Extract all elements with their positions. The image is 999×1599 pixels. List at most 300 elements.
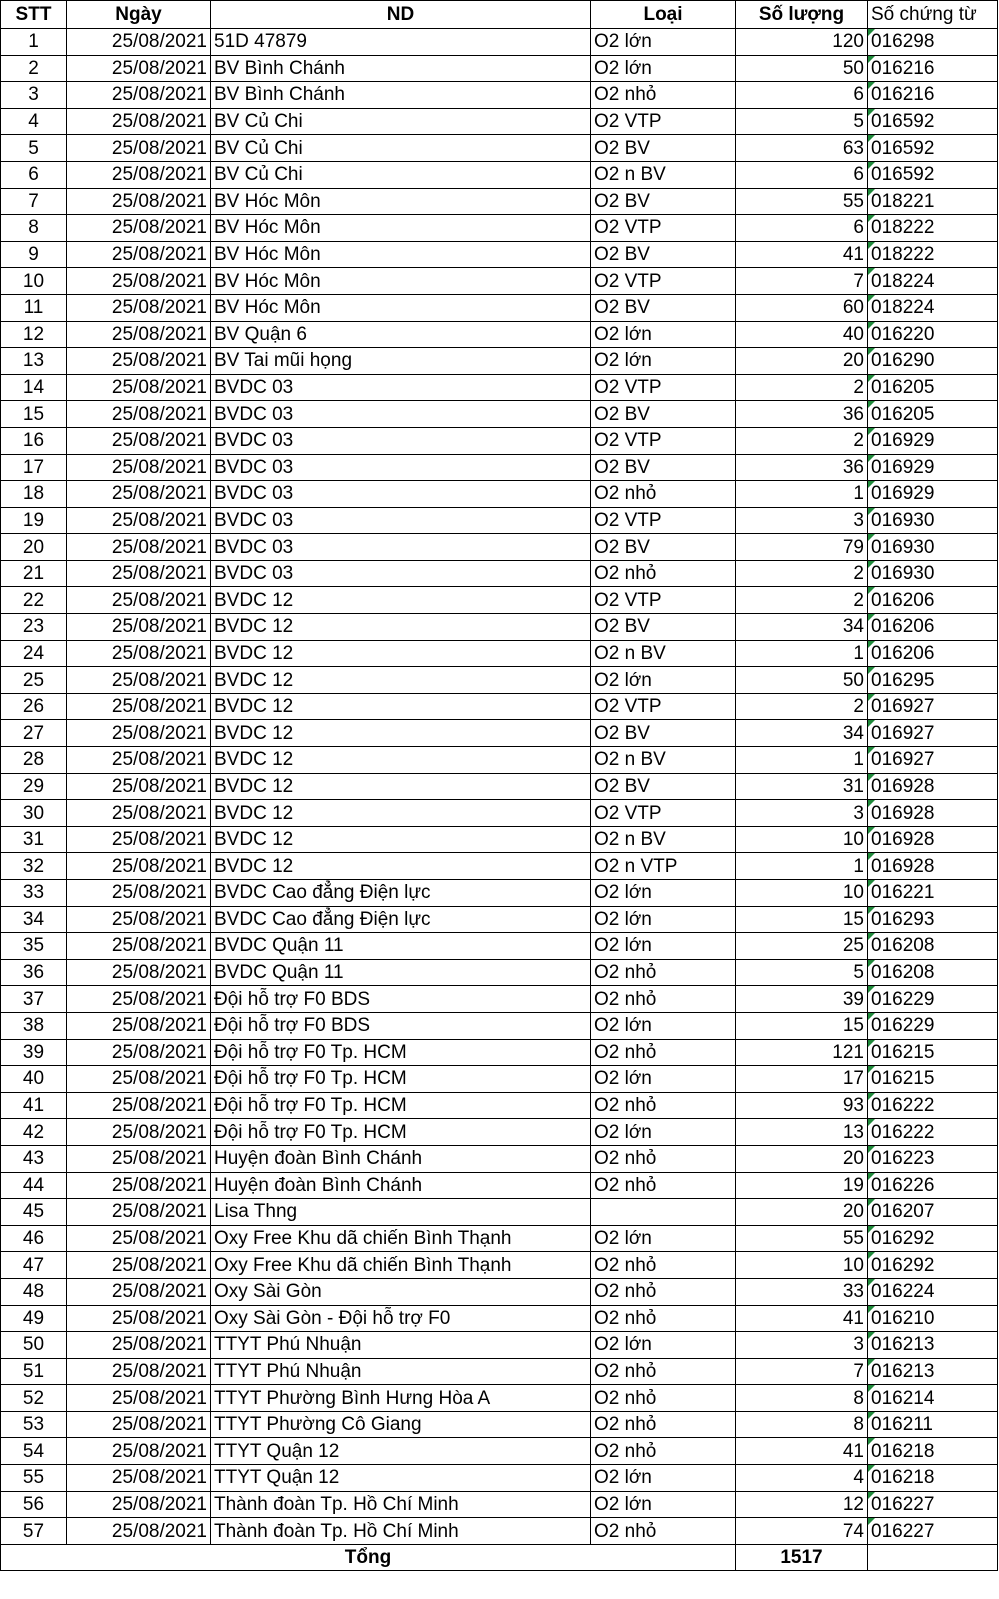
cell-nd[interactable]: BV Hóc Môn bbox=[211, 188, 591, 215]
cell-nd[interactable]: BVDC Cao đẳng Điện lực bbox=[211, 880, 591, 907]
cell-type[interactable]: O2 nhỏ bbox=[591, 1172, 736, 1199]
cell-quantity[interactable]: 20 bbox=[736, 1145, 868, 1172]
cell-date[interactable]: 25/08/2021 bbox=[67, 108, 211, 135]
cell-stt[interactable]: 4 bbox=[1, 108, 67, 135]
cell-nd[interactable]: TTYT Phú Nhuận bbox=[211, 1358, 591, 1385]
cell-doc-number[interactable]: 016928 bbox=[868, 826, 998, 853]
cell-nd[interactable]: TTYT Phường Cô Giang bbox=[211, 1411, 591, 1438]
cell-stt[interactable]: 10 bbox=[1, 268, 67, 295]
cell-nd[interactable]: Lisa Thng bbox=[211, 1199, 591, 1226]
cell-doc-number[interactable]: 016214 bbox=[868, 1385, 998, 1412]
cell-stt[interactable]: 49 bbox=[1, 1305, 67, 1332]
cell-quantity[interactable]: 31 bbox=[736, 773, 868, 800]
cell-nd[interactable]: BVDC 03 bbox=[211, 507, 591, 534]
cell-quantity[interactable]: 40 bbox=[736, 321, 868, 348]
cell-quantity[interactable]: 2 bbox=[736, 560, 868, 587]
cell-nd[interactable]: BV Bình Chánh bbox=[211, 55, 591, 82]
cell-stt[interactable]: 24 bbox=[1, 640, 67, 667]
cell-stt[interactable]: 17 bbox=[1, 454, 67, 481]
cell-doc-number[interactable]: 016207 bbox=[868, 1199, 998, 1226]
cell-quantity[interactable]: 3 bbox=[736, 1332, 868, 1359]
cell-date[interactable]: 25/08/2021 bbox=[67, 587, 211, 614]
header-doc[interactable]: Số chứng từ bbox=[868, 1, 998, 29]
cell-doc-number[interactable]: 016295 bbox=[868, 667, 998, 694]
cell-doc-number[interactable]: 016929 bbox=[868, 427, 998, 454]
cell-doc-number[interactable]: 016216 bbox=[868, 55, 998, 82]
cell-quantity[interactable]: 50 bbox=[736, 55, 868, 82]
cell-date[interactable]: 25/08/2021 bbox=[67, 1411, 211, 1438]
cell-doc-number[interactable]: 018224 bbox=[868, 268, 998, 295]
cell-date[interactable]: 25/08/2021 bbox=[67, 534, 211, 561]
cell-date[interactable]: 25/08/2021 bbox=[67, 614, 211, 641]
cell-stt[interactable]: 55 bbox=[1, 1465, 67, 1492]
cell-quantity[interactable]: 8 bbox=[736, 1385, 868, 1412]
cell-date[interactable]: 25/08/2021 bbox=[67, 1092, 211, 1119]
cell-date[interactable]: 25/08/2021 bbox=[67, 427, 211, 454]
cell-date[interactable]: 25/08/2021 bbox=[67, 241, 211, 268]
cell-doc-number[interactable]: 016210 bbox=[868, 1305, 998, 1332]
cell-doc-number[interactable]: 016592 bbox=[868, 108, 998, 135]
cell-type[interactable]: O2 n BV bbox=[591, 640, 736, 667]
header-stt[interactable]: STT bbox=[1, 1, 67, 29]
cell-doc-number[interactable]: 016218 bbox=[868, 1465, 998, 1492]
cell-nd[interactable]: BV Bình Chánh bbox=[211, 82, 591, 109]
cell-date[interactable]: 25/08/2021 bbox=[67, 933, 211, 960]
cell-type[interactable]: O2 BV bbox=[591, 720, 736, 747]
cell-type[interactable]: O2 nhỏ bbox=[591, 1518, 736, 1545]
cell-nd[interactable]: Oxy Free Khu dã chiến Bình Thạnh bbox=[211, 1252, 591, 1279]
cell-stt[interactable]: 20 bbox=[1, 534, 67, 561]
cell-quantity[interactable]: 55 bbox=[736, 188, 868, 215]
cell-type[interactable]: O2 lớn bbox=[591, 55, 736, 82]
cell-stt[interactable]: 36 bbox=[1, 959, 67, 986]
cell-doc-number[interactable]: 016927 bbox=[868, 747, 998, 774]
cell-nd[interactable]: BVDC 12 bbox=[211, 640, 591, 667]
cell-type[interactable]: O2 BV bbox=[591, 534, 736, 561]
cell-doc-number[interactable]: 018222 bbox=[868, 215, 998, 242]
cell-stt[interactable]: 15 bbox=[1, 401, 67, 428]
cell-nd[interactable]: BVDC 12 bbox=[211, 614, 591, 641]
cell-nd[interactable]: BVDC 12 bbox=[211, 773, 591, 800]
cell-stt[interactable]: 37 bbox=[1, 986, 67, 1013]
cell-stt[interactable]: 42 bbox=[1, 1119, 67, 1146]
cell-date[interactable]: 25/08/2021 bbox=[67, 1385, 211, 1412]
cell-doc-number[interactable]: 016223 bbox=[868, 1145, 998, 1172]
cell-type[interactable]: O2 nhỏ bbox=[591, 1252, 736, 1279]
cell-type[interactable]: O2 lớn bbox=[591, 1119, 736, 1146]
cell-quantity[interactable]: 7 bbox=[736, 1358, 868, 1385]
cell-nd[interactable]: Đội hỗ trợ F0 BDS bbox=[211, 986, 591, 1013]
cell-date[interactable]: 25/08/2021 bbox=[67, 1252, 211, 1279]
cell-date[interactable]: 25/08/2021 bbox=[67, 959, 211, 986]
cell-quantity[interactable]: 63 bbox=[736, 135, 868, 162]
cell-doc-number[interactable]: 016208 bbox=[868, 959, 998, 986]
cell-stt[interactable]: 54 bbox=[1, 1438, 67, 1465]
cell-date[interactable]: 25/08/2021 bbox=[67, 880, 211, 907]
cell-nd[interactable]: Thành đoàn Tp. Hồ Chí Minh bbox=[211, 1518, 591, 1545]
cell-quantity[interactable]: 36 bbox=[736, 401, 868, 428]
cell-type[interactable]: O2 BV bbox=[591, 188, 736, 215]
cell-nd[interactable]: BVDC 03 bbox=[211, 454, 591, 481]
cell-stt[interactable]: 48 bbox=[1, 1278, 67, 1305]
cell-type[interactable]: O2 VTP bbox=[591, 268, 736, 295]
cell-nd[interactable]: Oxy Sài Gòn - Đội hỗ trợ F0 bbox=[211, 1305, 591, 1332]
cell-doc-number[interactable]: 016928 bbox=[868, 773, 998, 800]
cell-doc-number[interactable]: 016205 bbox=[868, 374, 998, 401]
cell-type[interactable]: O2 BV bbox=[591, 773, 736, 800]
cell-nd[interactable]: Đội hỗ trợ F0 Tp. HCM bbox=[211, 1119, 591, 1146]
cell-doc-number[interactable]: 016928 bbox=[868, 853, 998, 880]
cell-stt[interactable]: 45 bbox=[1, 1199, 67, 1226]
cell-date[interactable]: 25/08/2021 bbox=[67, 826, 211, 853]
cell-date[interactable]: 25/08/2021 bbox=[67, 853, 211, 880]
cell-type[interactable]: O2 BV bbox=[591, 614, 736, 641]
cell-quantity[interactable]: 60 bbox=[736, 294, 868, 321]
cell-date[interactable]: 25/08/2021 bbox=[67, 1039, 211, 1066]
cell-stt[interactable]: 18 bbox=[1, 481, 67, 508]
cell-quantity[interactable]: 50 bbox=[736, 667, 868, 694]
cell-stt[interactable]: 12 bbox=[1, 321, 67, 348]
cell-nd[interactable]: BVDC 03 bbox=[211, 401, 591, 428]
cell-type[interactable]: O2 lớn bbox=[591, 1012, 736, 1039]
cell-date[interactable]: 25/08/2021 bbox=[67, 693, 211, 720]
cell-stt[interactable]: 1 bbox=[1, 29, 67, 56]
cell-doc-number[interactable]: 018222 bbox=[868, 241, 998, 268]
cell-doc-number[interactable]: 016292 bbox=[868, 1225, 998, 1252]
cell-quantity[interactable]: 19 bbox=[736, 1172, 868, 1199]
cell-doc-number[interactable]: 016927 bbox=[868, 720, 998, 747]
cell-quantity[interactable]: 120 bbox=[736, 29, 868, 56]
header-type[interactable]: Loại bbox=[591, 1, 736, 29]
cell-quantity[interactable]: 2 bbox=[736, 693, 868, 720]
cell-type[interactable]: O2 lớn bbox=[591, 29, 736, 56]
cell-date[interactable]: 25/08/2021 bbox=[67, 29, 211, 56]
cell-date[interactable]: 25/08/2021 bbox=[67, 1225, 211, 1252]
cell-quantity[interactable]: 1 bbox=[736, 640, 868, 667]
cell-type[interactable]: O2 VTP bbox=[591, 215, 736, 242]
cell-date[interactable]: 25/08/2021 bbox=[67, 906, 211, 933]
cell-date[interactable]: 25/08/2021 bbox=[67, 1465, 211, 1492]
cell-quantity[interactable]: 93 bbox=[736, 1092, 868, 1119]
cell-doc-number[interactable]: 016222 bbox=[868, 1092, 998, 1119]
cell-quantity[interactable]: 41 bbox=[736, 241, 868, 268]
cell-date[interactable]: 25/08/2021 bbox=[67, 215, 211, 242]
cell-nd[interactable]: BV Quận 6 bbox=[211, 321, 591, 348]
cell-nd[interactable]: TTYT Phường Bình Hưng Hòa A bbox=[211, 1385, 591, 1412]
cell-type[interactable]: O2 BV bbox=[591, 294, 736, 321]
cell-doc-number[interactable]: 016229 bbox=[868, 986, 998, 1013]
cell-stt[interactable]: 33 bbox=[1, 880, 67, 907]
cell-quantity[interactable]: 10 bbox=[736, 1252, 868, 1279]
cell-nd[interactable]: 51D 47879 bbox=[211, 29, 591, 56]
cell-date[interactable]: 25/08/2021 bbox=[67, 82, 211, 109]
cell-nd[interactable]: BVDC 12 bbox=[211, 853, 591, 880]
cell-stt[interactable]: 11 bbox=[1, 294, 67, 321]
cell-doc-number[interactable]: 016213 bbox=[868, 1332, 998, 1359]
cell-nd[interactable]: BV Củ Chi bbox=[211, 135, 591, 162]
cell-quantity[interactable]: 6 bbox=[736, 215, 868, 242]
cell-quantity[interactable]: 1 bbox=[736, 747, 868, 774]
cell-type[interactable]: O2 nhỏ bbox=[591, 1092, 736, 1119]
cell-date[interactable]: 25/08/2021 bbox=[67, 268, 211, 295]
cell-quantity[interactable]: 41 bbox=[736, 1438, 868, 1465]
cell-stt[interactable]: 43 bbox=[1, 1145, 67, 1172]
header-qty[interactable]: Số lượng bbox=[736, 1, 868, 29]
cell-doc-number[interactable]: 016592 bbox=[868, 161, 998, 188]
cell-type[interactable]: O2 lớn bbox=[591, 321, 736, 348]
cell-date[interactable]: 25/08/2021 bbox=[67, 773, 211, 800]
cell-type[interactable]: O2 BV bbox=[591, 241, 736, 268]
cell-type[interactable] bbox=[591, 1199, 736, 1226]
cell-quantity[interactable]: 3 bbox=[736, 507, 868, 534]
cell-nd[interactable]: BVDC 03 bbox=[211, 560, 591, 587]
cell-type[interactable]: O2 lớn bbox=[591, 1066, 736, 1093]
cell-type[interactable]: O2 BV bbox=[591, 401, 736, 428]
cell-date[interactable]: 25/08/2021 bbox=[67, 1145, 211, 1172]
cell-doc-number[interactable]: 016220 bbox=[868, 321, 998, 348]
cell-type[interactable]: O2 VTP bbox=[591, 587, 736, 614]
cell-stt[interactable]: 27 bbox=[1, 720, 67, 747]
cell-type[interactable]: O2 nhỏ bbox=[591, 1278, 736, 1305]
cell-doc-number[interactable]: 016292 bbox=[868, 1252, 998, 1279]
cell-stt[interactable]: 52 bbox=[1, 1385, 67, 1412]
cell-stt[interactable]: 34 bbox=[1, 906, 67, 933]
cell-quantity[interactable]: 4 bbox=[736, 1465, 868, 1492]
cell-nd[interactable]: BV Hóc Môn bbox=[211, 294, 591, 321]
cell-date[interactable]: 25/08/2021 bbox=[67, 1066, 211, 1093]
cell-date[interactable]: 25/08/2021 bbox=[67, 401, 211, 428]
cell-doc-number[interactable]: 016930 bbox=[868, 507, 998, 534]
cell-quantity[interactable]: 10 bbox=[736, 880, 868, 907]
cell-doc-number[interactable]: 016227 bbox=[868, 1491, 998, 1518]
cell-stt[interactable]: 16 bbox=[1, 427, 67, 454]
cell-doc-number[interactable]: 018221 bbox=[868, 188, 998, 215]
cell-doc-number[interactable]: 016215 bbox=[868, 1039, 998, 1066]
cell-date[interactable]: 25/08/2021 bbox=[67, 640, 211, 667]
cell-nd[interactable]: Đội hỗ trợ F0 BDS bbox=[211, 1012, 591, 1039]
cell-stt[interactable]: 5 bbox=[1, 135, 67, 162]
cell-type[interactable]: O2 nhỏ bbox=[591, 1039, 736, 1066]
cell-quantity[interactable]: 79 bbox=[736, 534, 868, 561]
cell-type[interactable]: O2 lớn bbox=[591, 1491, 736, 1518]
cell-quantity[interactable]: 1 bbox=[736, 481, 868, 508]
cell-nd[interactable]: BV Hóc Môn bbox=[211, 241, 591, 268]
cell-nd[interactable]: BV Tai mũi họng bbox=[211, 348, 591, 375]
cell-stt[interactable]: 57 bbox=[1, 1518, 67, 1545]
cell-nd[interactable]: Huyện đoàn Bình Chánh bbox=[211, 1145, 591, 1172]
cell-type[interactable]: O2 lớn bbox=[591, 1332, 736, 1359]
cell-nd[interactable]: BVDC 03 bbox=[211, 481, 591, 508]
cell-type[interactable]: O2 n BV bbox=[591, 826, 736, 853]
cell-quantity[interactable]: 3 bbox=[736, 800, 868, 827]
cell-type[interactable]: O2 lớn bbox=[591, 348, 736, 375]
cell-type[interactable]: O2 nhỏ bbox=[591, 1358, 736, 1385]
cell-nd[interactable]: BV Củ Chi bbox=[211, 108, 591, 135]
cell-nd[interactable]: BVDC 12 bbox=[211, 720, 591, 747]
cell-stt[interactable]: 26 bbox=[1, 693, 67, 720]
cell-quantity[interactable]: 12 bbox=[736, 1491, 868, 1518]
cell-date[interactable]: 25/08/2021 bbox=[67, 986, 211, 1013]
cell-type[interactable]: O2 nhỏ bbox=[591, 1385, 736, 1412]
cell-date[interactable]: 25/08/2021 bbox=[67, 374, 211, 401]
cell-type[interactable]: O2 nhỏ bbox=[591, 82, 736, 109]
cell-quantity[interactable]: 6 bbox=[736, 161, 868, 188]
cell-stt[interactable]: 19 bbox=[1, 507, 67, 534]
cell-quantity[interactable]: 2 bbox=[736, 587, 868, 614]
total-quantity[interactable]: 1517 bbox=[736, 1544, 868, 1571]
cell-date[interactable]: 25/08/2021 bbox=[67, 560, 211, 587]
cell-date[interactable]: 25/08/2021 bbox=[67, 1278, 211, 1305]
cell-doc-number[interactable]: 016221 bbox=[868, 880, 998, 907]
cell-date[interactable]: 25/08/2021 bbox=[67, 1438, 211, 1465]
cell-doc-number[interactable]: 016290 bbox=[868, 348, 998, 375]
cell-doc-number[interactable]: 016592 bbox=[868, 135, 998, 162]
cell-type[interactable]: O2 nhỏ bbox=[591, 560, 736, 587]
cell-quantity[interactable]: 39 bbox=[736, 986, 868, 1013]
cell-stt[interactable]: 56 bbox=[1, 1491, 67, 1518]
cell-type[interactable]: O2 n BV bbox=[591, 161, 736, 188]
cell-quantity[interactable]: 5 bbox=[736, 108, 868, 135]
cell-doc-number[interactable]: 016929 bbox=[868, 481, 998, 508]
cell-stt[interactable]: 38 bbox=[1, 1012, 67, 1039]
total-label[interactable]: Tổng bbox=[1, 1544, 736, 1571]
cell-type[interactable]: O2 BV bbox=[591, 135, 736, 162]
cell-nd[interactable]: BVDC 03 bbox=[211, 534, 591, 561]
cell-stt[interactable]: 39 bbox=[1, 1039, 67, 1066]
cell-nd[interactable]: Oxy Free Khu dã chiến Bình Thạnh bbox=[211, 1225, 591, 1252]
cell-nd[interactable]: BVDC 12 bbox=[211, 587, 591, 614]
cell-doc-number[interactable]: 018224 bbox=[868, 294, 998, 321]
cell-type[interactable]: O2 nhỏ bbox=[591, 1411, 736, 1438]
cell-nd[interactable]: BV Củ Chi bbox=[211, 161, 591, 188]
cell-date[interactable]: 25/08/2021 bbox=[67, 135, 211, 162]
cell-quantity[interactable]: 25 bbox=[736, 933, 868, 960]
cell-stt[interactable]: 30 bbox=[1, 800, 67, 827]
cell-date[interactable]: 25/08/2021 bbox=[67, 720, 211, 747]
cell-stt[interactable]: 31 bbox=[1, 826, 67, 853]
cell-quantity[interactable]: 20 bbox=[736, 348, 868, 375]
cell-nd[interactable]: Đội hỗ trợ F0 Tp. HCM bbox=[211, 1039, 591, 1066]
cell-doc-number[interactable]: 016205 bbox=[868, 401, 998, 428]
cell-doc-number[interactable]: 016227 bbox=[868, 1518, 998, 1545]
cell-date[interactable]: 25/08/2021 bbox=[67, 1199, 211, 1226]
cell-nd[interactable]: TTYT Quận 12 bbox=[211, 1465, 591, 1492]
cell-stt[interactable]: 25 bbox=[1, 667, 67, 694]
cell-type[interactable]: O2 VTP bbox=[591, 800, 736, 827]
cell-doc-number[interactable]: 016211 bbox=[868, 1411, 998, 1438]
cell-nd[interactable]: BVDC 03 bbox=[211, 374, 591, 401]
cell-nd[interactable]: BVDC Quận 11 bbox=[211, 959, 591, 986]
cell-stt[interactable]: 51 bbox=[1, 1358, 67, 1385]
cell-doc-number[interactable]: 016298 bbox=[868, 29, 998, 56]
cell-nd[interactable]: BV Hóc Môn bbox=[211, 268, 591, 295]
cell-nd[interactable]: TTYT Phú Nhuận bbox=[211, 1332, 591, 1359]
cell-quantity[interactable]: 2 bbox=[736, 427, 868, 454]
cell-type[interactable]: O2 VTP bbox=[591, 693, 736, 720]
cell-stt[interactable]: 8 bbox=[1, 215, 67, 242]
cell-quantity[interactable]: 34 bbox=[736, 720, 868, 747]
cell-date[interactable]: 25/08/2021 bbox=[67, 1518, 211, 1545]
cell-stt[interactable]: 13 bbox=[1, 348, 67, 375]
cell-quantity[interactable]: 10 bbox=[736, 826, 868, 853]
cell-stt[interactable]: 6 bbox=[1, 161, 67, 188]
cell-nd[interactable]: BVDC 12 bbox=[211, 693, 591, 720]
cell-type[interactable]: O2 lớn bbox=[591, 880, 736, 907]
cell-doc-number[interactable]: 016208 bbox=[868, 933, 998, 960]
cell-stt[interactable]: 7 bbox=[1, 188, 67, 215]
cell-date[interactable]: 25/08/2021 bbox=[67, 1012, 211, 1039]
cell-type[interactable]: O2 BV bbox=[591, 454, 736, 481]
cell-date[interactable]: 25/08/2021 bbox=[67, 55, 211, 82]
cell-type[interactable]: O2 nhỏ bbox=[591, 1305, 736, 1332]
cell-stt[interactable]: 32 bbox=[1, 853, 67, 880]
header-nd[interactable]: ND bbox=[211, 1, 591, 29]
cell-stt[interactable]: 35 bbox=[1, 933, 67, 960]
cell-nd[interactable]: Đội hỗ trợ F0 Tp. HCM bbox=[211, 1092, 591, 1119]
cell-type[interactable]: O2 lớn bbox=[591, 667, 736, 694]
cell-doc-number[interactable]: 016222 bbox=[868, 1119, 998, 1146]
cell-date[interactable]: 25/08/2021 bbox=[67, 321, 211, 348]
cell-nd[interactable]: BVDC 03 bbox=[211, 427, 591, 454]
cell-nd[interactable]: BVDC 12 bbox=[211, 826, 591, 853]
cell-quantity[interactable]: 5 bbox=[736, 959, 868, 986]
cell-doc-number[interactable]: 016213 bbox=[868, 1358, 998, 1385]
cell-doc-number[interactable]: 016930 bbox=[868, 534, 998, 561]
cell-stt[interactable]: 9 bbox=[1, 241, 67, 268]
cell-quantity[interactable]: 74 bbox=[736, 1518, 868, 1545]
cell-doc-number[interactable]: 016929 bbox=[868, 454, 998, 481]
cell-type[interactable]: O2 n VTP bbox=[591, 853, 736, 880]
cell-date[interactable]: 25/08/2021 bbox=[67, 507, 211, 534]
cell-nd[interactable]: Thành đoàn Tp. Hồ Chí Minh bbox=[211, 1491, 591, 1518]
cell-stt[interactable]: 23 bbox=[1, 614, 67, 641]
header-date[interactable]: Ngày bbox=[67, 1, 211, 29]
cell-quantity[interactable]: 15 bbox=[736, 906, 868, 933]
cell-quantity[interactable]: 41 bbox=[736, 1305, 868, 1332]
cell-date[interactable]: 25/08/2021 bbox=[67, 454, 211, 481]
cell-type[interactable]: O2 VTP bbox=[591, 427, 736, 454]
cell-type[interactable]: O2 lớn bbox=[591, 933, 736, 960]
cell-doc-number[interactable]: 016293 bbox=[868, 906, 998, 933]
cell-type[interactable]: O2 nhỏ bbox=[591, 959, 736, 986]
cell-date[interactable]: 25/08/2021 bbox=[67, 294, 211, 321]
cell-nd[interactable]: Huyện đoàn Bình Chánh bbox=[211, 1172, 591, 1199]
cell-stt[interactable]: 22 bbox=[1, 587, 67, 614]
cell-stt[interactable]: 28 bbox=[1, 747, 67, 774]
cell-doc-number[interactable]: 016928 bbox=[868, 800, 998, 827]
cell-nd[interactable]: BVDC 12 bbox=[211, 667, 591, 694]
cell-type[interactable]: O2 nhỏ bbox=[591, 1438, 736, 1465]
cell-nd[interactable]: BVDC 12 bbox=[211, 747, 591, 774]
cell-type[interactable]: O2 nhỏ bbox=[591, 986, 736, 1013]
cell-date[interactable]: 25/08/2021 bbox=[67, 1332, 211, 1359]
cell-stt[interactable]: 40 bbox=[1, 1066, 67, 1093]
cell-stt[interactable]: 46 bbox=[1, 1225, 67, 1252]
cell-type[interactable]: O2 VTP bbox=[591, 108, 736, 135]
cell-doc-number[interactable]: 016226 bbox=[868, 1172, 998, 1199]
cell-quantity[interactable]: 1 bbox=[736, 853, 868, 880]
cell-nd[interactable]: Oxy Sài Gòn bbox=[211, 1278, 591, 1305]
cell-date[interactable]: 25/08/2021 bbox=[67, 667, 211, 694]
cell-date[interactable]: 25/08/2021 bbox=[67, 161, 211, 188]
cell-stt[interactable]: 53 bbox=[1, 1411, 67, 1438]
cell-doc-number[interactable]: 016218 bbox=[868, 1438, 998, 1465]
cell-nd[interactable]: Đội hỗ trợ F0 Tp. HCM bbox=[211, 1066, 591, 1093]
cell-stt[interactable]: 50 bbox=[1, 1332, 67, 1359]
cell-stt[interactable]: 29 bbox=[1, 773, 67, 800]
cell-nd[interactable]: BV Hóc Môn bbox=[211, 215, 591, 242]
cell-quantity[interactable]: 13 bbox=[736, 1119, 868, 1146]
